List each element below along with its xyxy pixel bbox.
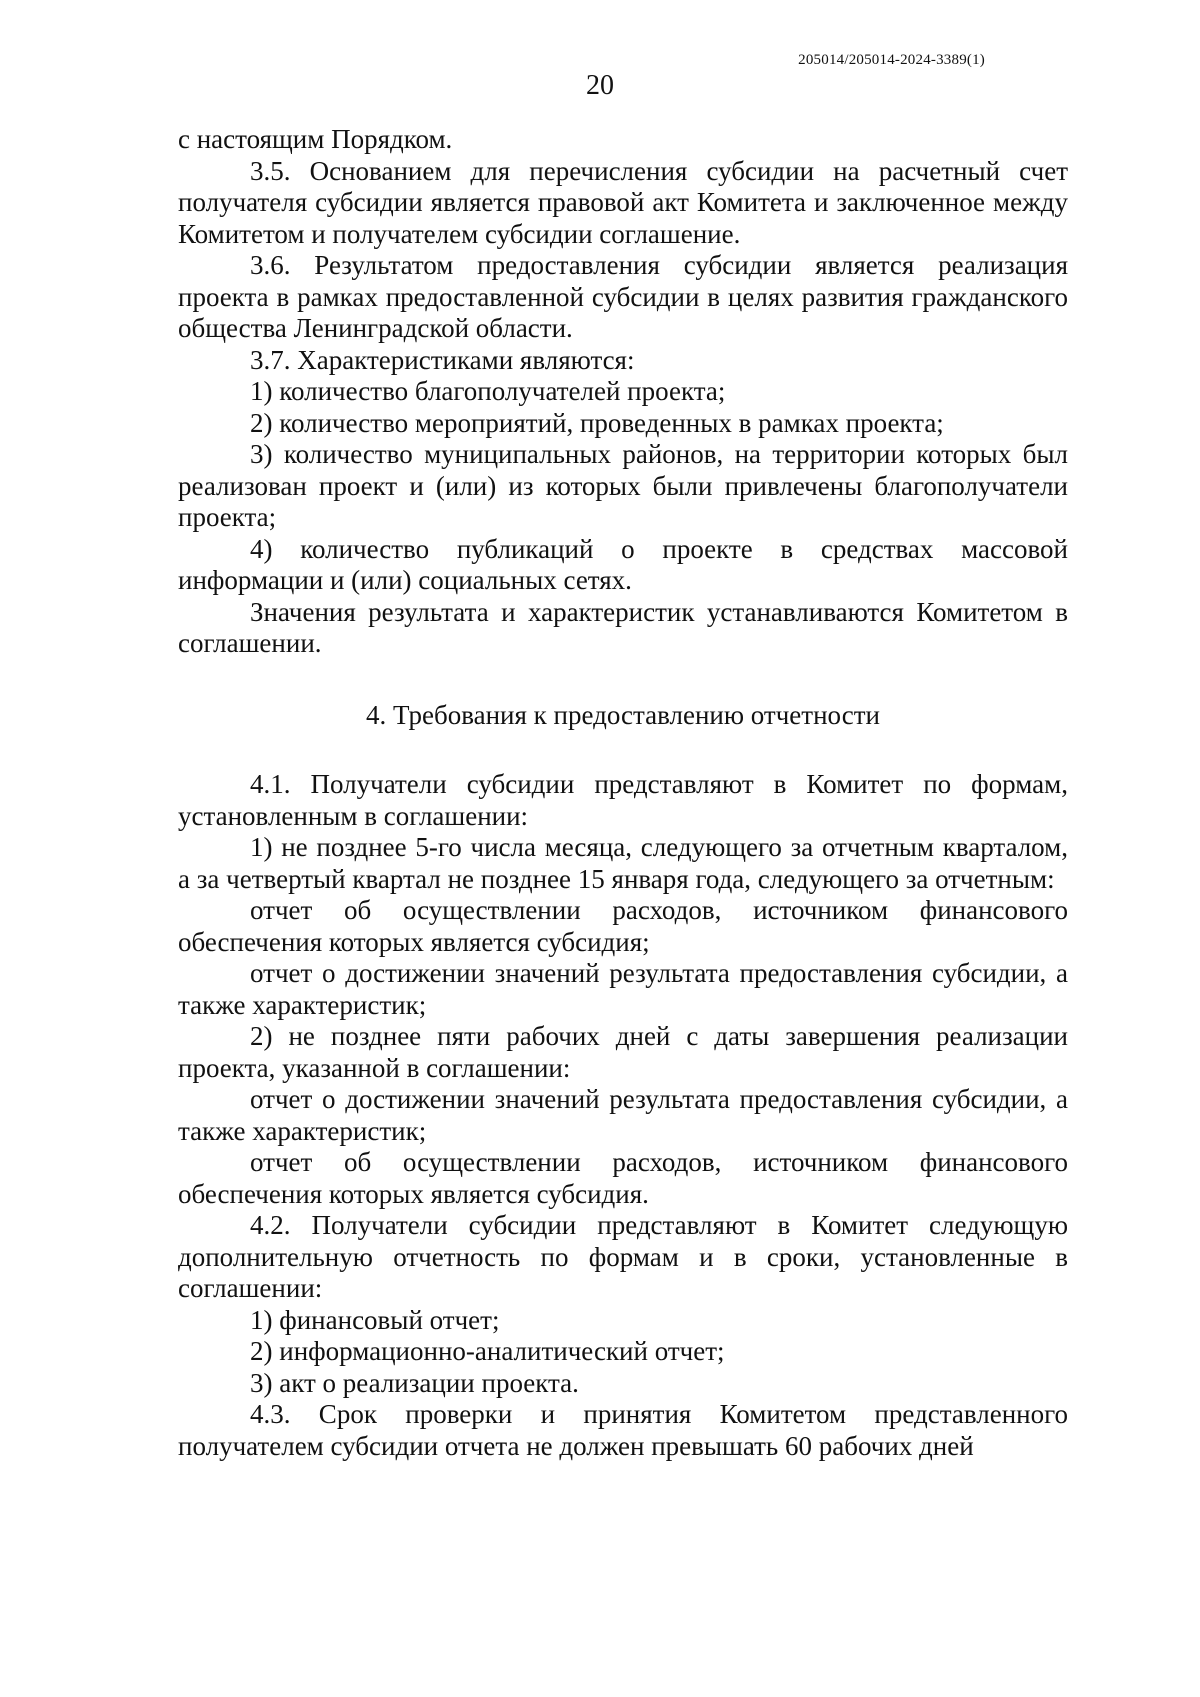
page-number: 20: [586, 70, 614, 101]
list-item-4-2-1: 1) финансовый отчет;: [250, 1304, 500, 1335]
paragraph-4-2: 4.2. Получатели субсидии представляют в Комитет следующую дополнительную отчетность по формам и в сроки, установленные в соглашении:: [178, 1210, 1068, 1303]
paragraph-3-5: 3.5. Основанием для перечисления субсидии на расчетный счет получателя субсидии является правовой акт Комитета и заключенное между Комитетом и получателем субсидии соглашение.: [178, 155, 1068, 249]
document-body: [178, 124, 1068, 1462]
list-item-3-7-2: 2) количество мероприятий, проведенных в рамках проекта;: [250, 407, 944, 438]
report-item-4-1-2-a: отчет о достижении значений результата предоставления субсидии, а также характеристик;: [178, 1084, 1068, 1146]
report-item-4-1-1-b: отчет о достижении значений результата предоставления субсидии, а также характеристик;: [178, 958, 1068, 1020]
paragraph-4-1: 4.1. Получатели субсидии представляют в Комитет по формам, установленным в соглашении:: [178, 769, 1068, 831]
list-item-4-1-2: 2) не позднее пяти рабочих дней с даты завершения реализации проекта, указанной в соглашении:: [178, 1021, 1068, 1083]
paragraph-3-6: 3.6. Результатом предоставления субсидии является реализация проекта в рамках предоставленной субсидии в целях развития гражданского общества Ленинградской области.: [178, 250, 1068, 343]
list-item-3-7-4: 4) количество публикаций о проекте в средствах массовой информации и (или) социальных сетях.: [178, 533, 1068, 595]
section-4-heading: 4. Требования к предоставлению отчетности: [366, 699, 880, 730]
paragraph-values: Значения результата и характеристик устанавливаются Комитетом в соглашении.: [178, 596, 1068, 658]
document-id: 205014/205014-2024-3389(1): [798, 52, 985, 68]
list-item-4-2-3: 3) акт о реализации проекта.: [250, 1367, 579, 1398]
paragraph-3-7: 3.7. Характеристиками являются:: [250, 344, 635, 375]
list-item-4-1-1: 1) не позднее 5-го числа месяца, следующего за отчетным кварталом, а за четвертый квартал не позднее 15 января года, следующего за отчетным:: [178, 832, 1068, 894]
paragraph-continuation: с настоящим Порядком.: [178, 124, 453, 154]
paragraph-4-3: 4.3. Срок проверки и принятия Комитетом представленного получателем субсидии отчета не должен превышать 60 рабочих дней: [178, 1399, 1068, 1461]
list-item-4-2-2: 2) информационно-аналитический отчет;: [250, 1336, 725, 1366]
list-item-3-7-1: 1) количество благополучателей проекта;: [250, 376, 726, 406]
report-item-4-1-2-b: отчет об осуществлении расходов, источником финансового обеспечения которых является субсидия.: [178, 1147, 1068, 1209]
list-item-3-7-3: 3) количество муниципальных районов, на территории которых был реализован проект и (или) из которых были привлечены благополучатели проекта;: [178, 439, 1068, 532]
report-item-4-1-1-a: отчет об осуществлении расходов, источником финансового обеспечения которых является субсидия;: [178, 895, 1068, 957]
